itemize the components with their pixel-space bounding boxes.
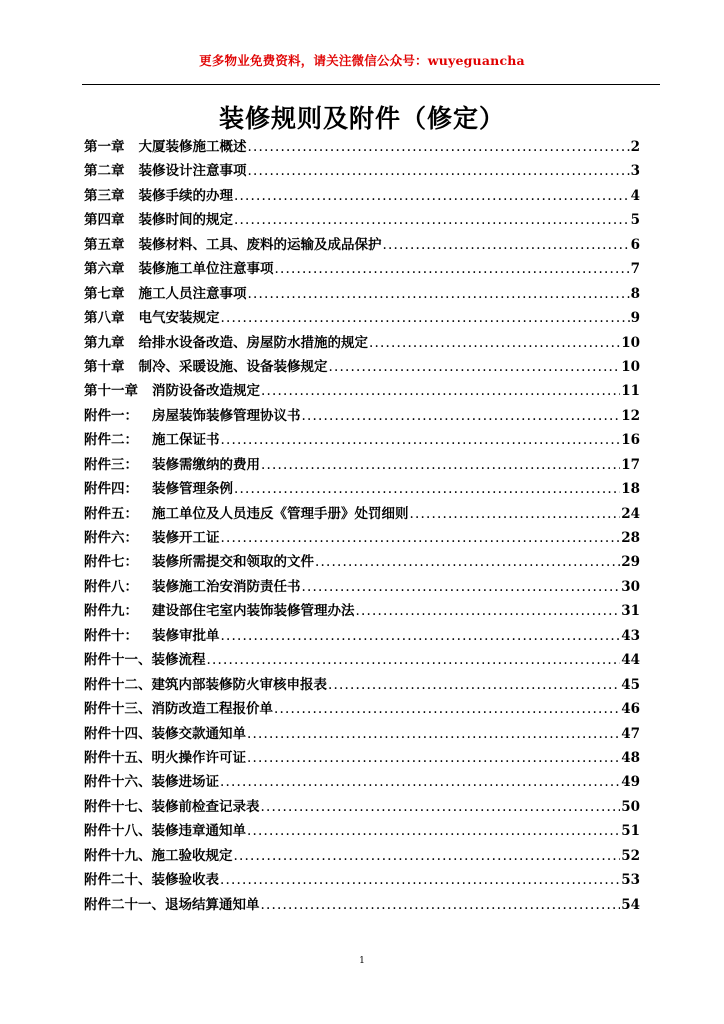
toc-entry-label: 第六章 (84, 261, 125, 278)
toc-entry-page: 45 (621, 676, 640, 693)
toc-entry[interactable] (84, 211, 640, 235)
toc-entry-page: 10 (621, 358, 640, 375)
toc-entry-label: 第二章 (84, 163, 125, 180)
toc-dot-leader (369, 334, 620, 352)
toc-entry-page: 54 (621, 896, 640, 913)
toc-entry-page: 28 (621, 530, 640, 546)
toc-entry-page: 24 (621, 505, 640, 522)
toc-entry[interactable] (84, 138, 640, 162)
toc-entry[interactable] (84, 896, 640, 920)
toc-entry-label: 附件十八、 (84, 823, 152, 840)
toc-entry-title: 明火操作许可证 (151, 749, 246, 766)
toc-dot-leader (221, 529, 621, 547)
toc-dot-leader (248, 285, 630, 303)
toc-entry[interactable] (84, 871, 640, 895)
toc-entry[interactable] (84, 480, 640, 504)
toc-dot-leader (383, 236, 630, 254)
toc-dot-leader (248, 138, 630, 156)
toc-entry-label: 附件十七、 (84, 798, 152, 815)
toc-entry-title: 装修流程 (151, 652, 206, 669)
toc-entry-page: 46 (621, 701, 640, 718)
toc-entry-page: 49 (621, 774, 640, 791)
toc-entry-label: 附件二十、 (84, 872, 152, 889)
toc-entry-label: 附件十四、 (84, 725, 152, 742)
toc-dot-leader (261, 456, 620, 474)
toc-entry[interactable] (84, 431, 640, 455)
toc-entry[interactable] (84, 822, 640, 846)
header-note: 更多物业免费资料，请关注微信公众号：wuyeguancha (199, 53, 525, 68)
toc-entry-page: 48 (621, 749, 640, 766)
toc-entry[interactable] (84, 260, 640, 284)
toc-dot-leader (234, 211, 630, 229)
toc-dot-leader (207, 651, 621, 669)
toc-entry-page: 11 (621, 383, 640, 400)
toc-entry-title: 电气安装规定 (138, 310, 220, 327)
toc-entry[interactable] (84, 162, 640, 186)
toc-entry-title: 退场结算通知单 (165, 896, 260, 913)
toc-dot-leader (315, 553, 620, 571)
toc-entry-page: 51 (621, 823, 640, 840)
toc-dot-leader (329, 358, 621, 376)
toc-entry-page: 30 (621, 578, 640, 595)
toc-entry-page: 12 (621, 407, 640, 424)
toc-entry-page: 18 (621, 481, 640, 498)
toc-entry-title: 房屋装饰装修管理协议书 (152, 407, 301, 424)
toc-entry-title: 给排水设备改造、房屋防水措施的规定 (138, 334, 368, 351)
toc-dot-leader (356, 602, 621, 620)
toc-entry-title: 装修手续的办理 (138, 187, 233, 204)
toc-entry-title: 建筑内部装修防火审核申报表 (151, 676, 327, 693)
toc-entry[interactable] (84, 309, 640, 333)
toc-entry[interactable] (84, 382, 640, 406)
toc-entry-title: 装修材料、工具、废料的运输及成品保护 (138, 236, 382, 253)
document-title: 装修规则及附件（修定） (218, 104, 505, 133)
toc-entry-page: 52 (621, 847, 640, 864)
toc-dot-leader (302, 407, 621, 425)
toc-entry-label: 附件四： (84, 481, 138, 498)
toc-entry-title: 消防改造工程报价单 (151, 701, 273, 718)
toc-entry-title: 大厦装修施工概述 (138, 139, 247, 155)
toc-entry-label: 第十章 (84, 358, 125, 375)
toc-dot-leader (221, 627, 621, 645)
toc-entry-label: 第九章 (84, 334, 125, 351)
toc-entry-label: 附件六： (84, 530, 138, 546)
toc-entry-title: 装修施工单位注意事项 (138, 261, 274, 278)
toc-entry-page: 3 (630, 163, 640, 180)
toc-entry-label: 附件三： (84, 456, 138, 473)
toc-entry-label: 第一章 (84, 139, 125, 155)
toc-entry-title: 装修开工证 (152, 530, 220, 546)
toc-entry-label: 附件八： (84, 578, 138, 595)
toc-entry-title: 装修进场证 (151, 774, 219, 791)
toc-entry[interactable] (84, 700, 640, 724)
toc-entry-label: 附件七： (84, 554, 138, 571)
toc-entry[interactable] (84, 725, 640, 749)
toc-dot-leader (275, 260, 630, 278)
toc-entry-page: 44 (621, 652, 640, 669)
toc-entry-title: 装修审批单 (152, 627, 220, 644)
toc-entry-label: 第四章 (84, 212, 125, 229)
toc-dot-leader (247, 749, 620, 767)
toc-entry-label: 附件一： (84, 407, 138, 424)
page-number: 1 (359, 956, 365, 966)
toc-entry[interactable] (84, 847, 640, 871)
toc-entry-label: 附件十二、 (84, 676, 152, 693)
toc-entry[interactable] (84, 578, 640, 602)
toc-entry-title: 施工单位及人员违反《管理手册》处罚细则 (152, 505, 409, 522)
table-of-contents (84, 138, 640, 920)
toc-entry-label: 附件十五、 (84, 749, 152, 766)
toc-entry-label: 附件二： (84, 432, 138, 449)
toc-entry-label: 附件十六、 (84, 774, 152, 791)
toc-dot-leader (220, 871, 620, 889)
toc-dot-leader (328, 676, 620, 694)
toc-dot-leader (220, 773, 620, 791)
toc-dot-leader (221, 309, 630, 327)
toc-entry-title: 装修验收表 (151, 872, 219, 889)
toc-entry-label: 附件十三、 (84, 701, 152, 718)
toc-entry-title: 制冷、采暖设施、设备装修规定 (138, 358, 328, 375)
toc-entry-label: 附件十九、 (84, 847, 152, 864)
toc-entry-page: 4 (630, 187, 640, 204)
toc-entry-title: 装修时间的规定 (138, 212, 233, 229)
toc-dot-leader (247, 822, 620, 840)
toc-entry-label: 第七章 (84, 285, 125, 302)
toc-entry-page: 9 (630, 310, 640, 327)
toc-entry-page: 2 (630, 139, 640, 155)
toc-entry-label: 第十一章 (84, 383, 138, 400)
toc-entry[interactable] (84, 553, 640, 577)
toc-entry-label: 第五章 (84, 236, 125, 253)
toc-entry-label: 附件五： (84, 505, 138, 522)
toc-entry-title: 施工人员注意事项 (138, 285, 247, 302)
toc-entry[interactable] (84, 627, 640, 651)
toc-dot-leader (248, 162, 630, 180)
toc-entry[interactable] (84, 236, 640, 260)
toc-dot-leader (302, 578, 621, 596)
toc-entry-page: 5 (630, 212, 640, 229)
toc-entry-label: 附件二十一、 (84, 896, 165, 913)
toc-entry-page: 50 (621, 798, 640, 815)
toc-entry[interactable] (84, 334, 640, 358)
toc-entry-title: 施工保证书 (152, 432, 220, 449)
toc-entry[interactable] (84, 358, 640, 382)
toc-entry-page: 17 (621, 456, 640, 473)
toc-entry[interactable] (84, 456, 640, 480)
toc-entry[interactable] (84, 749, 640, 773)
toc-entry[interactable] (84, 505, 640, 529)
toc-entry-page: 29 (621, 554, 640, 571)
toc-entry-page: 16 (621, 432, 640, 449)
toc-entry-page: 53 (621, 872, 640, 889)
toc-entry-page: 31 (621, 603, 640, 620)
toc-entry[interactable] (84, 676, 640, 700)
toc-entry-label: 附件十一、 (84, 652, 152, 669)
toc-entry[interactable] (84, 187, 640, 211)
toc-entry-title: 建设部住宅室内装饰装修管理办法 (152, 603, 355, 620)
toc-dot-leader (261, 896, 621, 914)
toc-entry-label: 第三章 (84, 187, 125, 204)
toc-entry-label: 第八章 (84, 310, 125, 327)
toc-entry[interactable] (84, 773, 640, 797)
toc-entry-page: 47 (621, 725, 640, 742)
toc-entry-page: 8 (630, 285, 640, 302)
toc-entry-page: 7 (630, 261, 640, 278)
toc-entry-title: 装修违章通知单 (151, 823, 246, 840)
toc-entry-label: 附件九： (84, 603, 138, 620)
toc-entry[interactable] (84, 798, 640, 822)
toc-entry-title: 消防设备改造规定 (152, 383, 260, 400)
toc-entry-title: 装修前检查记录表 (151, 798, 260, 815)
toc-entry-title: 装修设计注意事项 (138, 163, 247, 180)
toc-entry-page: 10 (621, 334, 640, 351)
toc-entry-title: 施工验收规定 (151, 847, 233, 864)
toc-dot-leader (234, 847, 621, 865)
toc-dot-leader (221, 431, 621, 449)
toc-dot-leader (234, 187, 630, 205)
toc-dot-leader (274, 700, 620, 718)
toc-entry[interactable] (84, 651, 640, 675)
toc-entry-page: 43 (621, 627, 640, 644)
toc-dot-leader (234, 480, 620, 498)
toc-entry-label: 附件十： (84, 627, 138, 644)
toc-entry-title: 装修管理条例 (152, 481, 233, 498)
toc-entry[interactable] (84, 602, 640, 626)
toc-entry[interactable] (84, 407, 640, 431)
toc-entry-page: 6 (630, 236, 640, 253)
toc-entry-title: 装修交款通知单 (151, 725, 246, 742)
toc-entry[interactable] (84, 529, 640, 553)
toc-entry[interactable] (84, 285, 640, 309)
toc-entry-title: 装修需缴纳的费用 (152, 456, 260, 473)
toc-entry-title: 装修施工治安消防责任书 (152, 578, 301, 595)
toc-dot-leader (410, 505, 621, 523)
header-divider (82, 84, 660, 85)
toc-dot-leader (247, 725, 620, 743)
toc-dot-leader (261, 382, 620, 400)
toc-dot-leader (261, 798, 621, 816)
toc-entry-title: 装修所需提交和领取的文件 (152, 554, 314, 571)
